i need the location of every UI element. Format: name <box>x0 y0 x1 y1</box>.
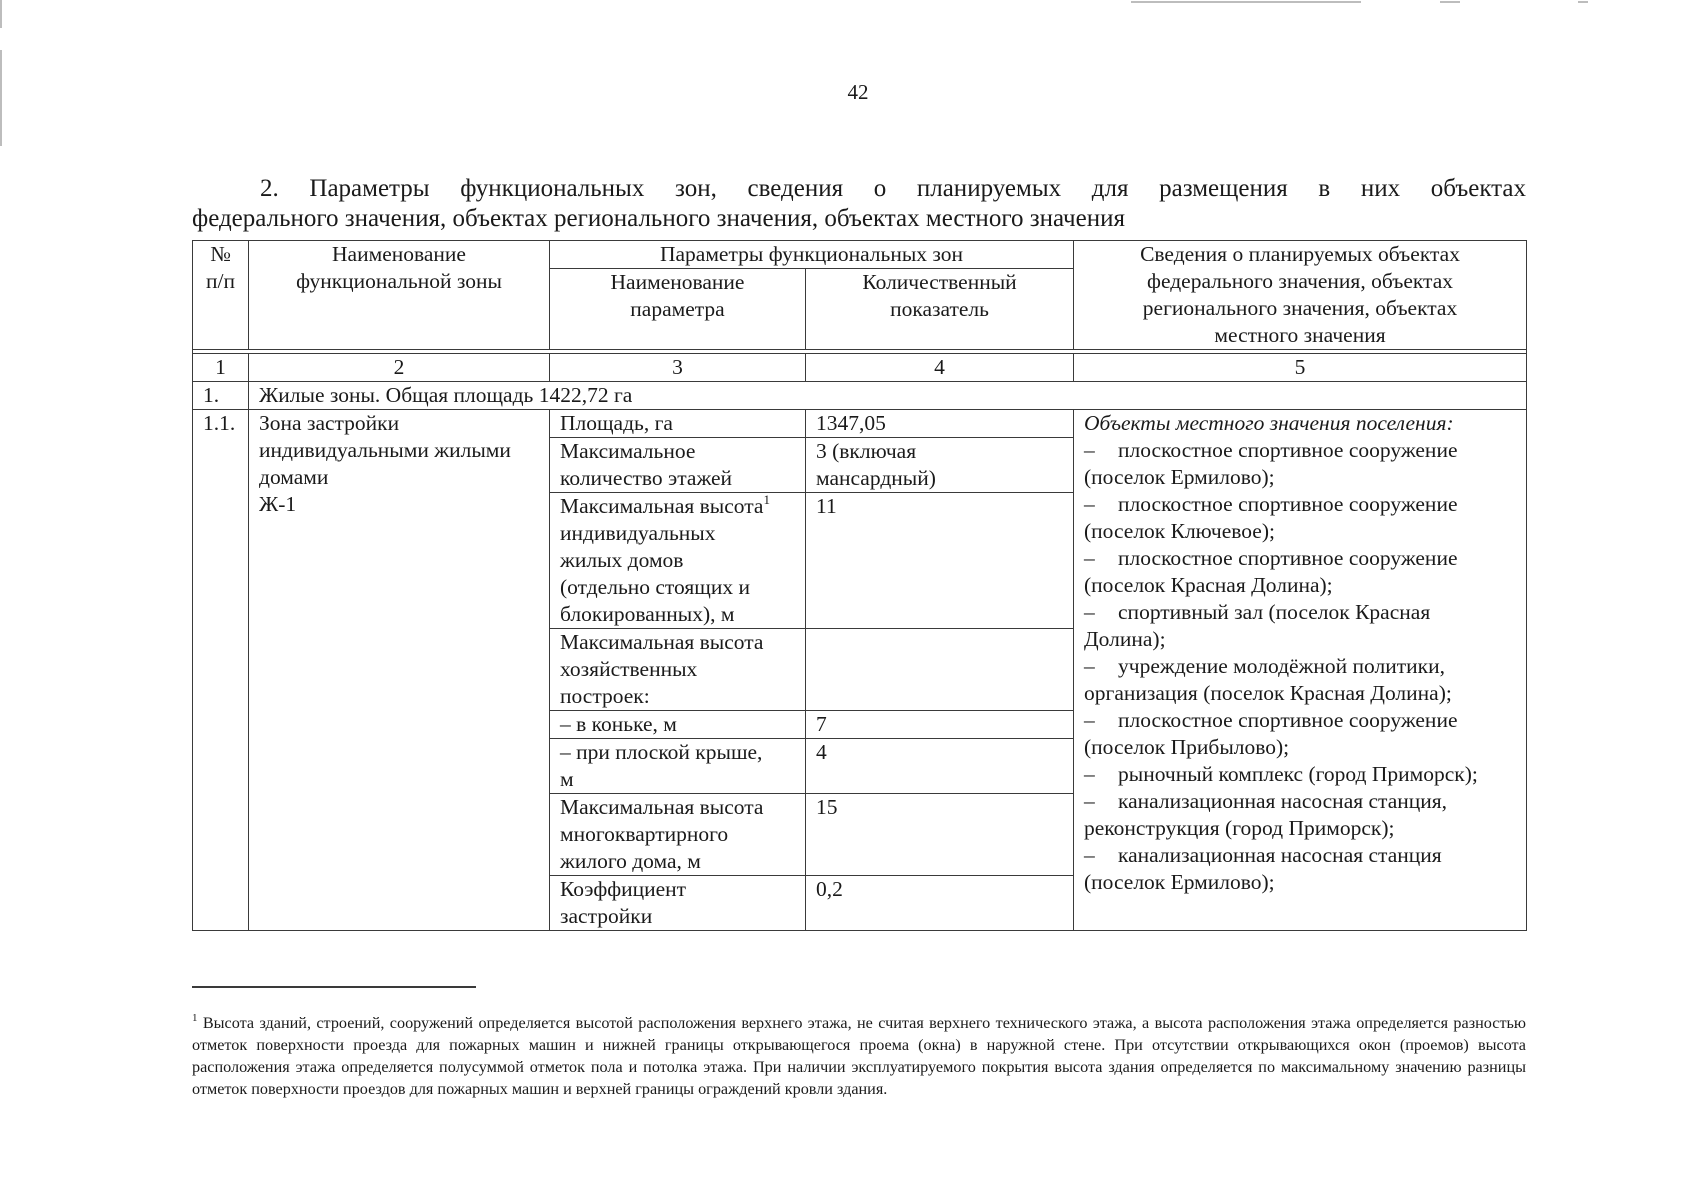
index-cell: 4 <box>806 354 1074 382</box>
list-item <box>1084 437 1526 491</box>
param-value <box>806 876 1074 931</box>
param-name-line: Максимальная высота <box>560 630 764 654</box>
planned-objects <box>1074 410 1527 931</box>
zone-name <box>249 410 550 931</box>
list-item <box>1084 761 1526 788</box>
list-item <box>1084 653 1526 707</box>
item-first-line: рыночный комплекс (город Приморск); <box>1118 762 1478 786</box>
param-name-line: жилых домов <box>560 548 684 572</box>
param-value <box>806 629 1074 711</box>
zones-table <box>192 240 1527 931</box>
page-number: 42 <box>847 80 869 104</box>
param-name <box>550 794 806 876</box>
param-name <box>550 438 806 493</box>
param-value-line: 4 <box>816 740 827 764</box>
scan-edge-mark <box>1440 1 1460 3</box>
param-name <box>550 410 806 438</box>
header-param-value-line: Количественный <box>862 270 1017 294</box>
param-name-line: жилого дома, м <box>560 849 701 873</box>
param-name-line: индивидуальных <box>560 521 716 545</box>
param-name-line: м <box>560 767 574 791</box>
param-name-line: – в коньке, м <box>560 712 677 736</box>
item-rest: организация (поселок Красная Долина); <box>1084 681 1452 705</box>
item-first-line: канализационная насосная станция <box>1118 843 1442 867</box>
dash-marker: – <box>1084 546 1095 570</box>
param-name-line: построек: <box>560 684 650 708</box>
footnote-marker: 1 <box>192 1012 198 1024</box>
header-param-name <box>550 269 806 350</box>
dash-marker: – <box>1084 654 1095 678</box>
param-name-line: многоквартирного <box>560 822 729 846</box>
table-row <box>193 410 1527 438</box>
header-params-group: Параметры функциональных зон <box>550 241 1074 269</box>
header-objects <box>1074 241 1527 350</box>
param-value-line: 1347,05 <box>816 411 886 435</box>
param-value-line: 7 <box>816 712 827 736</box>
list-item <box>1084 491 1526 545</box>
scan-edge-mark <box>1131 1 1361 3</box>
zone-code: Ж-1 <box>259 492 297 516</box>
list-item <box>1084 788 1526 842</box>
footnote-text: Высота зданий, строений, сооружений определяется высотой расположения верхнего этажа, не считая верхнего технического этажа, а высота расположения этажа определяется разностью отметок поверхности проезда для пожарных машин и нижней границы открывающегося проема (окна) в наружной стене. При отсутствии открывающихся окон (проемов) высота расположения этажа определяется полусуммой отметок пола и потолка этажа. При наличии эксплуатируемого покрытия высота здания определяется по максимальному значению разницы отметок поверхности проездов для пожарных машин и верхней границы ограждений кровли здания. <box>192 1014 1527 1098</box>
header-objects-line: федерального значения, объектах <box>1147 269 1453 293</box>
param-name <box>550 711 806 739</box>
objects-title: Объекты местного значения поселения: <box>1084 411 1454 435</box>
heading-line-2: федерального значения, объектах регионального значения, объектах местного значения <box>192 205 1125 232</box>
param-value <box>806 410 1074 438</box>
footnote-separator <box>192 986 476 988</box>
list-item <box>1084 545 1526 599</box>
header-param-name-line: Наименование <box>610 270 745 294</box>
index-cell: 3 <box>550 354 806 382</box>
param-name <box>550 629 806 711</box>
section-title: Жилые зоны. Общая площадь 1422,72 га <box>249 382 1527 410</box>
item-first-line: плоскостное спортивное сооружение <box>1118 708 1458 732</box>
param-name-line: Коэффициент <box>560 877 687 901</box>
zones-table-wrapper <box>192 240 1527 931</box>
param-name-line: (отдельно стоящих и <box>560 575 750 599</box>
zone-name-line: Зона застройки <box>259 411 400 435</box>
list-item <box>1084 707 1526 761</box>
zone-name-line: индивидуальными жилыми <box>259 438 511 462</box>
param-name <box>550 493 806 629</box>
item-first-line: плоскостное спортивное сооружение <box>1118 492 1458 516</box>
section-heading <box>192 173 1526 233</box>
param-name-line: застройки <box>560 904 653 928</box>
param-value <box>806 739 1074 794</box>
scan-edge-mark <box>0 0 2 28</box>
param-name-line: – при плоской крыше, <box>560 740 763 764</box>
param-value <box>806 438 1074 493</box>
header-zone-name <box>249 241 550 350</box>
table-index-row <box>193 354 1527 382</box>
param-name-line: Максимальная высота <box>560 795 764 819</box>
header-num-line: п/п <box>206 269 235 293</box>
param-name-line: Максимальное <box>560 439 696 463</box>
param-value-line: 15 <box>816 795 838 819</box>
param-value-line: 3 (включая <box>816 439 917 463</box>
param-name-line: блокированных), м <box>560 602 735 626</box>
item-rest: (поселок Красная Долина); <box>1084 573 1333 597</box>
param-value <box>806 493 1074 629</box>
index-cell: 5 <box>1074 354 1527 382</box>
param-value <box>806 711 1074 739</box>
list-item <box>1084 599 1526 653</box>
param-name <box>550 876 806 931</box>
dash-marker: – <box>1084 438 1095 462</box>
item-first-line: учреждение молодёжной политики, <box>1118 654 1445 678</box>
objects-list <box>1084 437 1526 896</box>
footnote-ref: 1 <box>763 492 770 507</box>
param-name <box>550 739 806 794</box>
param-value-line: мансардный) <box>816 466 936 490</box>
param-name-line: количество этажей <box>560 466 733 490</box>
footnote <box>192 1012 1526 1100</box>
dash-marker: – <box>1084 843 1095 867</box>
item-first-line: спортивный зал (поселок Красная <box>1118 600 1431 624</box>
dash-marker: – <box>1084 492 1095 516</box>
header-zone-name-text: Наименование функциональной зоны <box>296 242 502 293</box>
header-param-value-line: показатель <box>890 297 989 321</box>
item-rest: (поселок Ермилово); <box>1084 870 1275 894</box>
header-num <box>193 241 249 350</box>
param-value <box>806 794 1074 876</box>
zone-num: 1.1. <box>193 410 249 931</box>
item-first-line: плоскостное спортивное сооружение <box>1118 546 1458 570</box>
section-num: 1. <box>193 382 249 410</box>
heading-line-1: 2. Параметры функциональных зон, сведения о планируемых для размещения в них объектах <box>260 175 1526 202</box>
header-param-name-line: параметра <box>630 297 725 321</box>
zone-name-line: домами <box>259 465 329 489</box>
dash-marker: – <box>1084 600 1095 624</box>
list-item <box>1084 842 1526 896</box>
item-first-line: канализационная насосная станция, <box>1118 789 1448 813</box>
header-objects-line: регионального значения, объектах <box>1142 296 1458 320</box>
header-num-line: № <box>210 242 231 266</box>
header-objects-line: местного значения <box>1214 323 1386 347</box>
dash-marker: – <box>1084 762 1095 786</box>
param-name-line: Площадь, га <box>560 411 673 435</box>
item-rest: реконструкция (город Приморск); <box>1084 816 1395 840</box>
header-param-value <box>806 269 1074 350</box>
item-first-line: плоскостное спортивное сооружение <box>1118 438 1458 462</box>
index-cell: 2 <box>249 354 550 382</box>
table-header-row <box>193 241 1527 269</box>
header-objects-line: Сведения о планируемых объектах <box>1140 242 1460 266</box>
param-value-line: 11 <box>816 494 837 518</box>
dash-marker: – <box>1084 789 1095 813</box>
index-cell: 1 <box>193 354 249 382</box>
scan-edge-mark <box>1578 1 1588 3</box>
table-section-row <box>193 382 1527 410</box>
param-value-line: 0,2 <box>816 877 843 901</box>
item-rest: (поселок Ермилово); <box>1084 465 1275 489</box>
dash-marker: – <box>1084 708 1095 732</box>
item-rest: (поселок Ключевое); <box>1084 519 1275 543</box>
param-name-line <box>560 493 805 520</box>
param-name-text: Максимальная высота <box>560 494 764 518</box>
item-rest: Долина); <box>1084 627 1166 651</box>
item-rest: (поселок Прибылово); <box>1084 735 1290 759</box>
param-name-line: хозяйственных <box>560 657 698 681</box>
